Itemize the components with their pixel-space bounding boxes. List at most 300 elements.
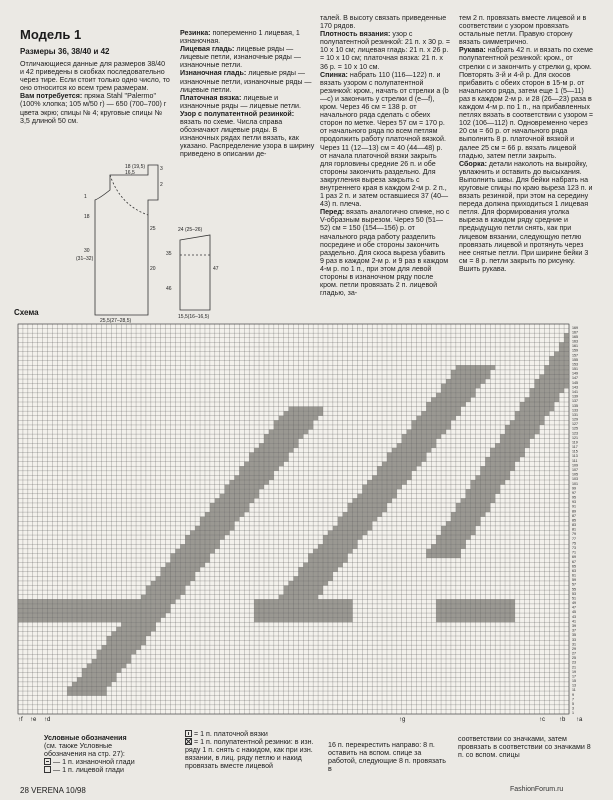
intro-paragraph: Отличающиеся данные для размеров 38/40 и 42 приведены в скобках последовательно через тире. Если стоит только одно число, то оно относится ко всем трем размерам. bbox=[20, 60, 170, 93]
shaded-stitch bbox=[308, 599, 313, 604]
shaded-stitch bbox=[264, 471, 269, 476]
shaded-stitch bbox=[461, 370, 466, 375]
row-number: 161 bbox=[572, 344, 578, 349]
shaded-stitch bbox=[476, 613, 481, 618]
shaded-stitch bbox=[495, 604, 500, 609]
shaded-stitch bbox=[544, 365, 549, 370]
shaded-stitch bbox=[161, 595, 166, 600]
row-number: 149 bbox=[572, 371, 578, 376]
shaded-stitch bbox=[402, 471, 407, 476]
shaded-stitch bbox=[333, 604, 338, 609]
shaded-stitch bbox=[264, 439, 269, 444]
shaded-stitch bbox=[234, 498, 239, 503]
shaded-stitch bbox=[480, 608, 485, 613]
shaded-stitch bbox=[490, 475, 495, 480]
shaded-stitch bbox=[549, 393, 554, 398]
shaded-stitch bbox=[535, 407, 540, 412]
shaded-stitch bbox=[539, 402, 544, 407]
shaded-stitch bbox=[72, 682, 77, 687]
shaded-stitch bbox=[116, 604, 121, 609]
row-number: 39 bbox=[572, 623, 576, 628]
shaded-stitch bbox=[451, 544, 456, 549]
shaded-stitch bbox=[156, 608, 161, 613]
shaded-stitch bbox=[313, 608, 318, 613]
shaded-stitch bbox=[210, 549, 215, 554]
shaded-stitch bbox=[141, 613, 146, 618]
shaded-stitch bbox=[52, 604, 57, 609]
shaded-stitch bbox=[264, 599, 269, 604]
shaded-stitch bbox=[407, 466, 412, 471]
shaded-stitch bbox=[111, 636, 116, 641]
legend-heading: Условные обозначения bbox=[44, 734, 127, 742]
shaded-stitch bbox=[476, 517, 481, 522]
shaded-stitch bbox=[362, 503, 367, 508]
shaded-stitch bbox=[466, 604, 471, 609]
row-number: 99 bbox=[572, 486, 576, 491]
shaded-stitch bbox=[254, 613, 259, 618]
shaded-stitch bbox=[254, 462, 259, 467]
shaded-stitch bbox=[244, 503, 249, 508]
shaded-stitch bbox=[456, 407, 461, 412]
shaded-stitch bbox=[338, 599, 343, 604]
shaded-stitch bbox=[466, 599, 471, 604]
shaded-stitch bbox=[244, 475, 249, 480]
shaded-stitch bbox=[446, 549, 451, 554]
shaded-stitch bbox=[131, 604, 136, 609]
paragraph-label: Изнаночная гладь: bbox=[180, 69, 249, 78]
shaded-stitch bbox=[111, 677, 116, 682]
shaded-stitch bbox=[564, 384, 569, 389]
shaded-stitch bbox=[549, 407, 554, 412]
shaded-stitch bbox=[274, 462, 279, 467]
shaded-stitch bbox=[362, 489, 367, 494]
shaded-stitch bbox=[505, 443, 510, 448]
shaded-stitch bbox=[323, 540, 328, 545]
shaded-stitch bbox=[294, 576, 299, 581]
shaded-stitch bbox=[28, 618, 33, 623]
shaded-stitch bbox=[274, 466, 279, 471]
shaded-stitch bbox=[126, 659, 131, 664]
shaded-stitch bbox=[343, 558, 348, 563]
shaded-stitch bbox=[333, 608, 338, 613]
shaded-stitch bbox=[348, 530, 353, 535]
shaded-stitch bbox=[338, 530, 343, 535]
shaded-stitch bbox=[471, 512, 476, 517]
shaded-stitch bbox=[156, 613, 161, 618]
shaded-stitch bbox=[525, 407, 530, 412]
pattern-label: 30 bbox=[84, 248, 90, 254]
shaded-stitch bbox=[402, 448, 407, 453]
shaded-stitch bbox=[97, 668, 102, 673]
shaded-stitch bbox=[166, 563, 171, 568]
shaded-stitch bbox=[313, 567, 318, 572]
shaded-stitch bbox=[175, 567, 180, 572]
shaded-stitch bbox=[490, 608, 495, 613]
shaded-stitch bbox=[407, 475, 412, 480]
shaded-stitch bbox=[318, 599, 323, 604]
row-number: 1 bbox=[572, 711, 574, 716]
shaded-stitch bbox=[294, 608, 299, 613]
row-number: 131 bbox=[572, 412, 578, 417]
shaded-stitch bbox=[357, 530, 362, 535]
shaded-stitch bbox=[392, 466, 397, 471]
shaded-stitch bbox=[131, 641, 136, 646]
shaded-stitch bbox=[28, 604, 33, 609]
shaded-stitch bbox=[175, 563, 180, 568]
shaded-stitch bbox=[308, 576, 313, 581]
materials-label: Вам потребуется: bbox=[20, 92, 83, 101]
row-number: 165 bbox=[572, 334, 578, 339]
shaded-stitch bbox=[461, 374, 466, 379]
shaded-stitch bbox=[244, 508, 249, 513]
shaded-stitch bbox=[220, 530, 225, 535]
shaded-stitch bbox=[367, 498, 372, 503]
shaded-stitch bbox=[466, 521, 471, 526]
arrow-marker: ↑g bbox=[399, 717, 406, 723]
shaded-stitch bbox=[136, 627, 141, 632]
shaded-stitch bbox=[131, 650, 136, 655]
shaded-stitch bbox=[87, 599, 92, 604]
shaded-stitch bbox=[416, 443, 421, 448]
shaded-stitch bbox=[289, 411, 294, 416]
shaded-stitch bbox=[451, 599, 456, 604]
shaded-stitch bbox=[476, 494, 481, 499]
shaded-stitch bbox=[544, 407, 549, 412]
shaded-stitch bbox=[126, 627, 131, 632]
shaded-stitch bbox=[485, 480, 490, 485]
shaded-stitch bbox=[343, 604, 348, 609]
shaded-stitch bbox=[564, 370, 569, 375]
shaded-stitch bbox=[490, 480, 495, 485]
shaded-stitch bbox=[544, 379, 549, 384]
shaded-stitch bbox=[234, 485, 239, 490]
shaded-stitch bbox=[431, 411, 436, 416]
shaded-stitch bbox=[456, 388, 461, 393]
shaded-stitch bbox=[269, 471, 274, 476]
shaded-stitch bbox=[515, 452, 520, 457]
shaded-stitch bbox=[559, 379, 564, 384]
shaded-stitch bbox=[259, 613, 264, 618]
shaded-stitch bbox=[412, 462, 417, 467]
shaded-stitch bbox=[461, 618, 466, 623]
shaded-stitch bbox=[87, 613, 92, 618]
shaded-stitch bbox=[476, 370, 481, 375]
shaded-stitch bbox=[210, 530, 215, 535]
shaded-stitch bbox=[274, 618, 279, 623]
row-number: 107 bbox=[572, 467, 578, 472]
shaded-stitch bbox=[367, 489, 372, 494]
shaded-stitch bbox=[151, 599, 156, 604]
shaded-stitch bbox=[333, 544, 338, 549]
shaded-stitch bbox=[289, 416, 294, 421]
shaded-stitch bbox=[141, 641, 146, 646]
shaded-stitch bbox=[200, 558, 205, 563]
materials-text: пряжа Stahl "Palermo" (100% хлопка; 105 м/50 г) — 650 (700–700) г цвета экрю; спицы № 4; круговые спицы № 3,5 длиной 50 см. bbox=[20, 92, 167, 125]
shaded-stitch bbox=[377, 512, 382, 517]
shaded-stitch bbox=[559, 384, 564, 389]
shaded-stitch bbox=[505, 471, 510, 476]
shaded-stitch bbox=[289, 608, 294, 613]
shaded-stitch bbox=[171, 576, 176, 581]
shaded-stitch bbox=[328, 604, 333, 609]
shaded-stitch bbox=[107, 659, 112, 664]
shaded-stitch bbox=[156, 590, 161, 595]
shaded-stitch bbox=[141, 608, 146, 613]
shaded-stitch bbox=[426, 430, 431, 435]
shaded-stitch bbox=[87, 604, 92, 609]
shaded-stitch bbox=[495, 457, 500, 462]
shaded-stitch bbox=[510, 434, 515, 439]
shaded-stitch bbox=[254, 599, 259, 604]
shaded-stitch bbox=[530, 388, 535, 393]
shaded-stitch bbox=[195, 526, 200, 531]
shaded-stitch bbox=[456, 393, 461, 398]
shaded-stitch bbox=[121, 618, 126, 623]
shaded-stitch bbox=[436, 425, 441, 430]
shaded-stitch bbox=[259, 604, 264, 609]
shaded-stitch bbox=[249, 475, 254, 480]
shaded-stitch bbox=[471, 374, 476, 379]
row-number: 89 bbox=[572, 509, 576, 514]
shaded-stitch bbox=[451, 416, 456, 421]
shaded-stitch bbox=[92, 613, 97, 618]
shaded-stitch bbox=[525, 443, 530, 448]
shaded-stitch bbox=[500, 443, 505, 448]
shaded-stitch bbox=[298, 586, 303, 591]
shaded-stitch bbox=[505, 599, 510, 604]
shaded-stitch bbox=[175, 590, 180, 595]
shaded-stitch bbox=[466, 530, 471, 535]
shaded-stitch bbox=[397, 480, 402, 485]
shaded-stitch bbox=[372, 503, 377, 508]
shaded-stitch bbox=[402, 439, 407, 444]
shaded-stitch bbox=[353, 526, 358, 531]
shaded-stitch bbox=[294, 595, 299, 600]
shaded-stitch bbox=[225, 485, 230, 490]
shaded-stitch bbox=[190, 540, 195, 545]
shaded-stitch bbox=[451, 618, 456, 623]
shaded-stitch bbox=[146, 608, 151, 613]
shaded-stitch bbox=[426, 407, 431, 412]
shaded-stitch bbox=[421, 448, 426, 453]
shaded-stitch bbox=[431, 430, 436, 435]
row-number: 121 bbox=[572, 435, 578, 440]
shaded-stitch bbox=[166, 599, 171, 604]
shaded-stitch bbox=[471, 599, 476, 604]
shaded-stitch bbox=[377, 503, 382, 508]
shaded-stitch bbox=[412, 448, 417, 453]
shaded-stitch bbox=[421, 416, 426, 421]
shaded-stitch bbox=[476, 374, 481, 379]
shaded-stitch bbox=[225, 526, 230, 531]
shaded-stitch bbox=[195, 563, 200, 568]
shaded-stitch bbox=[254, 471, 259, 476]
shaded-stitch bbox=[313, 407, 318, 412]
paragraph-label: Перед: bbox=[320, 208, 347, 217]
shaded-stitch bbox=[289, 599, 294, 604]
shaded-stitch bbox=[407, 439, 412, 444]
shaded-stitch bbox=[456, 508, 461, 513]
shaded-stitch bbox=[225, 517, 230, 522]
shaded-stitch bbox=[510, 618, 515, 623]
row-number: 157 bbox=[572, 353, 578, 358]
shaded-stitch bbox=[466, 517, 471, 522]
shaded-stitch bbox=[525, 402, 530, 407]
shaded-stitch bbox=[67, 618, 72, 623]
shaded-stitch bbox=[328, 549, 333, 554]
shaded-stitch bbox=[141, 599, 146, 604]
shaded-stitch bbox=[549, 365, 554, 370]
shaded-stitch bbox=[254, 466, 259, 471]
shaded-stitch bbox=[466, 494, 471, 499]
shaded-stitch bbox=[377, 489, 382, 494]
shaded-stitch bbox=[200, 530, 205, 535]
shaded-stitch bbox=[156, 618, 161, 623]
shaded-stitch bbox=[397, 443, 402, 448]
shaded-stitch bbox=[451, 553, 456, 558]
shaded-stitch bbox=[205, 558, 210, 563]
shaded-stitch bbox=[510, 425, 515, 430]
shaded-stitch bbox=[67, 599, 72, 604]
shaded-stitch bbox=[461, 365, 466, 370]
shaded-stitch bbox=[279, 613, 284, 618]
shaded-stitch bbox=[62, 618, 67, 623]
shaded-stitch bbox=[294, 443, 299, 448]
row-number: 13 bbox=[572, 683, 576, 688]
shaded-stitch bbox=[220, 508, 225, 513]
shaded-stitch bbox=[446, 384, 451, 389]
shaded-stitch bbox=[515, 443, 520, 448]
shaded-stitch bbox=[436, 420, 441, 425]
shaded-stitch bbox=[116, 636, 121, 641]
shaded-stitch bbox=[244, 480, 249, 485]
shaded-stitch bbox=[451, 549, 456, 554]
shaded-stitch bbox=[333, 549, 338, 554]
shaded-stitch bbox=[52, 613, 57, 618]
shaded-stitch bbox=[190, 563, 195, 568]
shaded-stitch bbox=[426, 448, 431, 453]
shaded-stitch bbox=[57, 613, 62, 618]
shaded-stitch bbox=[549, 388, 554, 393]
shaded-stitch bbox=[72, 604, 77, 609]
shaded-stitch bbox=[279, 425, 284, 430]
shaded-stitch bbox=[141, 636, 146, 641]
shaded-stitch bbox=[343, 535, 348, 540]
shaded-stitch bbox=[441, 397, 446, 402]
garter-symbol-icon bbox=[185, 730, 192, 737]
shaded-stitch bbox=[171, 572, 176, 577]
shaded-stitch bbox=[554, 374, 559, 379]
shaded-stitch bbox=[126, 618, 131, 623]
shaded-stitch bbox=[82, 599, 87, 604]
shaded-stitch bbox=[303, 407, 308, 412]
paragraph-text: узор с полупатентной резинкой: 21 п. х 30 р. = 10 х 10 см; лицевая гладь: 21 п. х 26 р. = 10 х 10 см; платочная вязка: 21 п. х 36 р. = 10 х 10 см. bbox=[320, 30, 450, 71]
shaded-stitch bbox=[136, 636, 141, 641]
shaded-stitch bbox=[362, 530, 367, 535]
paragraph-text: лицевые ряды — изнаночные петли, изнаночные ряды — лицевые петли. bbox=[180, 69, 312, 94]
shaded-stitch bbox=[338, 521, 343, 526]
shaded-stitch bbox=[333, 526, 338, 531]
shaded-stitch bbox=[190, 572, 195, 577]
shaded-stitch bbox=[215, 526, 220, 531]
row-number: 151 bbox=[572, 367, 578, 372]
shaded-stitch bbox=[43, 618, 48, 623]
shaded-stitch bbox=[461, 613, 466, 618]
shaded-stitch bbox=[539, 384, 544, 389]
shaded-stitch bbox=[284, 443, 289, 448]
shaded-stitch bbox=[510, 462, 515, 467]
shaded-stitch bbox=[303, 425, 308, 430]
shaded-stitch bbox=[146, 613, 151, 618]
shaded-stitch bbox=[141, 604, 146, 609]
shaded-stitch bbox=[97, 618, 102, 623]
shaded-stitch bbox=[471, 370, 476, 375]
shaded-stitch bbox=[456, 526, 461, 531]
shaded-stitch bbox=[121, 613, 126, 618]
shaded-stitch bbox=[436, 613, 441, 618]
shaded-stitch bbox=[476, 512, 481, 517]
shaded-stitch bbox=[215, 498, 220, 503]
shaded-stitch bbox=[471, 494, 476, 499]
pattern-label: 25 bbox=[150, 226, 156, 232]
shaded-stitch bbox=[338, 553, 343, 558]
shaded-stitch bbox=[421, 452, 426, 457]
shaded-stitch bbox=[57, 604, 62, 609]
shaded-stitch bbox=[436, 618, 441, 623]
shaded-stitch bbox=[466, 388, 471, 393]
shaded-stitch bbox=[382, 480, 387, 485]
shaded-stitch bbox=[338, 608, 343, 613]
row-number: 119 bbox=[572, 440, 578, 445]
shaded-stitch bbox=[323, 618, 328, 623]
row-number: 139 bbox=[572, 394, 578, 399]
shaded-stitch bbox=[121, 608, 126, 613]
shaded-stitch bbox=[269, 604, 274, 609]
shaded-stitch bbox=[461, 397, 466, 402]
shaded-stitch bbox=[166, 572, 171, 577]
row-number: 167 bbox=[572, 330, 578, 335]
shaded-stitch bbox=[313, 549, 318, 554]
shaded-stitch bbox=[156, 581, 161, 586]
shaded-stitch bbox=[303, 604, 308, 609]
row-number: 163 bbox=[572, 339, 578, 344]
shaded-stitch bbox=[343, 613, 348, 618]
shaded-stitch bbox=[313, 572, 318, 577]
shaded-stitch bbox=[180, 553, 185, 558]
shaded-stitch bbox=[259, 485, 264, 490]
paragraph-label: Сборка: bbox=[459, 159, 489, 168]
shaded-stitch bbox=[485, 475, 490, 480]
shaded-stitch bbox=[441, 384, 446, 389]
shaded-stitch bbox=[180, 544, 185, 549]
column-4 bbox=[459, 14, 594, 273]
shaded-stitch bbox=[461, 512, 466, 517]
shaded-stitch bbox=[505, 430, 510, 435]
paragraph-label: Узор с полупатентной резинкой: bbox=[180, 109, 295, 118]
shaded-stitch bbox=[48, 604, 53, 609]
shaded-stitch bbox=[151, 586, 156, 591]
paragraph bbox=[459, 46, 594, 159]
row-number: 71 bbox=[572, 550, 576, 555]
shaded-stitch bbox=[254, 494, 259, 499]
shaded-stitch bbox=[289, 613, 294, 618]
shaded-stitch bbox=[195, 544, 200, 549]
schema-label: Схема bbox=[14, 308, 39, 317]
shaded-stitch bbox=[466, 365, 471, 370]
shaded-stitch bbox=[298, 416, 303, 421]
shaded-stitch bbox=[530, 434, 535, 439]
shaded-stitch bbox=[510, 448, 515, 453]
